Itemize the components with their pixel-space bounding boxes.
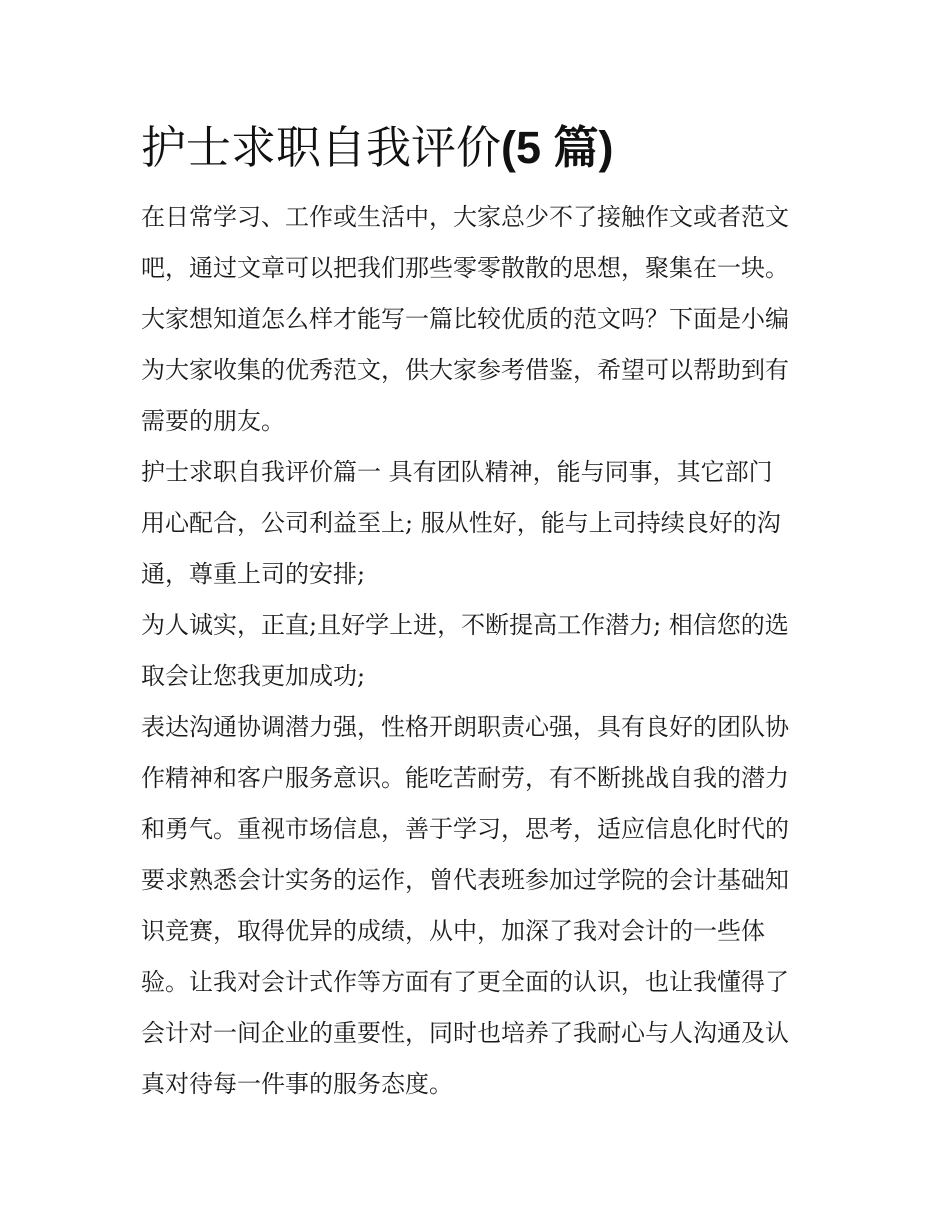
text-line: 吧，通过文章可以把我们那些零零散散的思想，聚集在一块。 bbox=[141, 254, 789, 282]
text-line: 要求熟悉会计实务的运作，曾代表班参加过学院的会计基础知 bbox=[141, 866, 789, 894]
title-main: 护士求职自我评价 bbox=[141, 121, 502, 174]
text-line: 作精神和客户服务意识。能吃苦耐劳，有不断挑战自我的潜力 bbox=[141, 764, 789, 792]
document-title bbox=[141, 118, 821, 178]
text-line: 真对待每一件事的服务态度。 bbox=[141, 1070, 453, 1098]
text-line: 在日常学习、工作或生活中，大家总少不了接触作文或者范文 bbox=[141, 203, 789, 231]
text-line: 识竞赛，取得优异的成绩，从中，加深了我对会计的一些体 bbox=[141, 917, 765, 945]
text-line: 验。让我对会计式作等方面有了更全面的认识，也让我懂得了 bbox=[141, 968, 789, 996]
text-line: 和勇气。重视市场信息，善于学习，思考，适应信息化时代的 bbox=[141, 815, 789, 843]
text-line: 为大家收集的优秀范文，供大家参考借鉴，希望可以帮助到有 bbox=[141, 356, 789, 384]
text-line: 取会让您我更加成功; bbox=[141, 662, 366, 690]
text-line: 表达沟通协调潜力强，性格开朗职责心强，具有良好的团队协 bbox=[141, 713, 789, 741]
text-line: 会计对一间企业的重要性，同时也培养了我耐心与人沟通及认 bbox=[141, 1019, 789, 1047]
text-line: 护士求职自我评价篇一 具有团队精神，能与同事，其它部门 bbox=[141, 458, 773, 486]
title-count: (5 篇) bbox=[501, 122, 614, 173]
text-line: 通，尊重上司的安排; bbox=[141, 560, 366, 588]
intro-paragraph bbox=[141, 192, 821, 447]
text-line: 大家想知道怎么样才能写一篇比较优质的范文吗？下面是小编 bbox=[141, 305, 789, 333]
text-line: 用心配合，公司利益至上; 服从性好，能与上司持续良好的沟 bbox=[141, 509, 781, 537]
text-line: 为人诚实，正直;且好学上进，不断提高工作潜力; 相信您的选 bbox=[141, 611, 789, 639]
section-one-paragraph bbox=[141, 447, 821, 600]
text-line: 需要的朋友。 bbox=[141, 407, 285, 435]
skills-paragraph bbox=[141, 702, 821, 1110]
honesty-paragraph bbox=[141, 600, 821, 702]
document-body bbox=[141, 118, 821, 1110]
